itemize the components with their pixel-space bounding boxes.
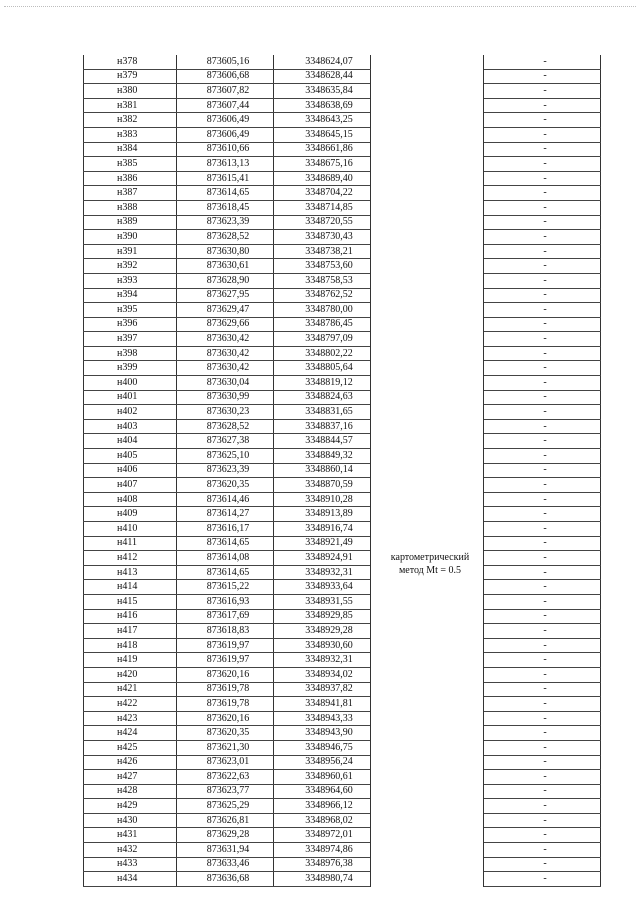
x-coordinate-cell: 873623,39 — [177, 215, 274, 230]
table-row — [84, 317, 601, 332]
x-coordinate-cell: 873629,28 — [177, 828, 274, 843]
x-coordinate-cell: 873625,10 — [177, 449, 274, 464]
table-row — [84, 303, 601, 318]
y-coordinate-cell: 3348849,32 — [274, 449, 371, 464]
table-row — [84, 361, 601, 376]
y-coordinate-cell: 3348753,60 — [274, 259, 371, 274]
note-cell: - — [484, 434, 601, 449]
method-line-1: картометрический — [390, 552, 470, 564]
note-cell: - — [484, 784, 601, 799]
table-row — [84, 638, 601, 653]
y-coordinate-cell: 3348916,74 — [274, 522, 371, 537]
point-name-cell: н433 — [84, 857, 177, 872]
point-name-cell: н427 — [84, 770, 177, 785]
table-row — [84, 390, 601, 405]
point-name-cell: н397 — [84, 332, 177, 347]
y-coordinate-cell: 3348934,02 — [274, 667, 371, 682]
y-coordinate-cell: 3348638,69 — [274, 98, 371, 113]
note-cell: - — [484, 492, 601, 507]
table-row — [84, 667, 601, 682]
point-name-cell: н411 — [84, 536, 177, 551]
y-coordinate-cell: 3348933,64 — [274, 580, 371, 595]
x-coordinate-cell: 873613,13 — [177, 157, 274, 172]
point-name-cell: н378 — [84, 55, 177, 69]
table-row — [84, 813, 601, 828]
y-coordinate-cell: 3348932,31 — [274, 653, 371, 668]
y-coordinate-cell: 3348974,86 — [274, 843, 371, 858]
table-row — [84, 726, 601, 741]
x-coordinate-cell: 873619,97 — [177, 653, 274, 668]
y-coordinate-cell: 3348780,00 — [274, 303, 371, 318]
note-cell: - — [484, 843, 601, 858]
x-coordinate-cell: 873606,49 — [177, 127, 274, 142]
note-cell: - — [484, 376, 601, 391]
point-name-cell: н432 — [84, 843, 177, 858]
table-row — [84, 711, 601, 726]
x-coordinate-cell: 873630,42 — [177, 361, 274, 376]
note-cell: - — [484, 463, 601, 478]
x-coordinate-cell: 873614,27 — [177, 507, 274, 522]
x-coordinate-cell: 873618,83 — [177, 624, 274, 639]
y-coordinate-cell: 3348831,65 — [274, 405, 371, 420]
note-cell: - — [484, 638, 601, 653]
table-row — [84, 740, 601, 755]
point-name-cell: н399 — [84, 361, 177, 376]
x-coordinate-cell: 873623,01 — [177, 755, 274, 770]
y-coordinate-cell: 3348964,60 — [274, 784, 371, 799]
y-coordinate-cell: 3348689,40 — [274, 171, 371, 186]
y-coordinate-cell: 3348960,61 — [274, 770, 371, 785]
x-coordinate-cell: 873606,68 — [177, 69, 274, 84]
y-coordinate-cell: 3348805,64 — [274, 361, 371, 376]
x-coordinate-cell: 873628,52 — [177, 230, 274, 245]
y-coordinate-cell: 3348943,33 — [274, 711, 371, 726]
y-coordinate-cell: 3348929,28 — [274, 624, 371, 639]
point-name-cell: н414 — [84, 580, 177, 595]
y-coordinate-cell: 3348675,16 — [274, 157, 371, 172]
y-coordinate-cell: 3348932,31 — [274, 565, 371, 580]
y-coordinate-cell: 3348819,12 — [274, 376, 371, 391]
x-coordinate-cell: 873619,78 — [177, 697, 274, 712]
point-name-cell: н410 — [84, 522, 177, 537]
y-coordinate-cell: 3348931,55 — [274, 594, 371, 609]
table-row — [84, 186, 601, 201]
table-row — [84, 98, 601, 113]
point-name-cell: н385 — [84, 157, 177, 172]
table-row — [84, 551, 601, 566]
point-name-cell: н383 — [84, 127, 177, 142]
note-cell: - — [484, 317, 601, 332]
y-coordinate-cell: 3348704,22 — [274, 186, 371, 201]
y-coordinate-cell: 3348870,59 — [274, 478, 371, 493]
point-name-cell: н396 — [84, 317, 177, 332]
y-coordinate-cell: 3348941,81 — [274, 697, 371, 712]
x-coordinate-cell: 873614,46 — [177, 492, 274, 507]
table-row — [84, 522, 601, 537]
note-cell: - — [484, 740, 601, 755]
point-name-cell: н428 — [84, 784, 177, 799]
point-name-cell: н423 — [84, 711, 177, 726]
point-name-cell: н407 — [84, 478, 177, 493]
table-row — [84, 755, 601, 770]
note-cell: - — [484, 361, 601, 376]
point-name-cell: н424 — [84, 726, 177, 741]
x-coordinate-cell: 873626,81 — [177, 813, 274, 828]
point-name-cell: н381 — [84, 98, 177, 113]
table-row — [84, 273, 601, 288]
note-cell: - — [484, 872, 601, 887]
point-name-cell: н409 — [84, 507, 177, 522]
table-row — [84, 259, 601, 274]
table-row — [84, 288, 601, 303]
y-coordinate-cell: 3348758,53 — [274, 273, 371, 288]
x-coordinate-cell: 873623,77 — [177, 784, 274, 799]
point-name-cell: н421 — [84, 682, 177, 697]
point-name-cell: н413 — [84, 565, 177, 580]
coordinates-table-body — [84, 55, 601, 886]
note-cell: - — [484, 799, 601, 814]
y-coordinate-cell: 3348929,85 — [274, 609, 371, 624]
note-cell: - — [484, 609, 601, 624]
x-coordinate-cell: 873628,90 — [177, 273, 274, 288]
table-row — [84, 478, 601, 493]
note-cell: - — [484, 580, 601, 595]
point-name-cell: н398 — [84, 346, 177, 361]
table-row — [84, 215, 601, 230]
point-name-cell: н393 — [84, 273, 177, 288]
table-row — [84, 332, 601, 347]
table-row — [84, 872, 601, 887]
note-cell: - — [484, 157, 601, 172]
x-coordinate-cell: 873631,94 — [177, 843, 274, 858]
point-name-cell: н419 — [84, 653, 177, 668]
table-row — [84, 244, 601, 259]
table-row — [84, 463, 601, 478]
point-name-cell: н394 — [84, 288, 177, 303]
note-cell: - — [484, 813, 601, 828]
point-name-cell: н380 — [84, 84, 177, 99]
note-cell: - — [484, 171, 601, 186]
x-coordinate-cell: 873620,16 — [177, 711, 274, 726]
point-name-cell: н400 — [84, 376, 177, 391]
table-row — [84, 346, 601, 361]
note-cell: - — [484, 536, 601, 551]
y-coordinate-cell: 3348937,82 — [274, 682, 371, 697]
point-name-cell: н386 — [84, 171, 177, 186]
table-row — [84, 609, 601, 624]
x-coordinate-cell: 873610,66 — [177, 142, 274, 157]
point-name-cell: н392 — [84, 259, 177, 274]
table-row — [84, 157, 601, 172]
table-row — [84, 171, 601, 186]
table-row — [84, 507, 601, 522]
x-coordinate-cell: 873615,22 — [177, 580, 274, 595]
table-row — [84, 419, 601, 434]
note-cell: - — [484, 711, 601, 726]
y-coordinate-cell: 3348956,24 — [274, 755, 371, 770]
table-row — [84, 536, 601, 551]
point-name-cell: н426 — [84, 755, 177, 770]
x-coordinate-cell: 873619,97 — [177, 638, 274, 653]
y-coordinate-cell: 3348844,57 — [274, 434, 371, 449]
x-coordinate-cell: 873606,49 — [177, 113, 274, 128]
y-coordinate-cell: 3348624,07 — [274, 55, 371, 69]
note-cell: - — [484, 55, 601, 69]
table-row — [84, 55, 601, 69]
note-cell: - — [484, 98, 601, 113]
x-coordinate-cell: 873627,38 — [177, 434, 274, 449]
y-coordinate-cell: 3348802,22 — [274, 346, 371, 361]
note-cell: - — [484, 346, 601, 361]
point-name-cell: н416 — [84, 609, 177, 624]
note-cell: - — [484, 667, 601, 682]
point-name-cell: н418 — [84, 638, 177, 653]
point-name-cell: н390 — [84, 230, 177, 245]
note-cell: - — [484, 332, 601, 347]
y-coordinate-cell: 3348661,86 — [274, 142, 371, 157]
y-coordinate-cell: 3348860,14 — [274, 463, 371, 478]
table-row — [84, 843, 601, 858]
note-cell: - — [484, 653, 601, 668]
point-name-cell: н420 — [84, 667, 177, 682]
table-row — [84, 784, 601, 799]
point-name-cell: н417 — [84, 624, 177, 639]
x-coordinate-cell: 873630,99 — [177, 390, 274, 405]
y-coordinate-cell: 3348924,91 — [274, 551, 371, 566]
table-row — [84, 84, 601, 99]
x-coordinate-cell: 873618,45 — [177, 200, 274, 215]
x-coordinate-cell: 873620,35 — [177, 726, 274, 741]
y-coordinate-cell: 3348913,89 — [274, 507, 371, 522]
note-cell: - — [484, 857, 601, 872]
table-row — [84, 449, 601, 464]
point-name-cell: н402 — [84, 405, 177, 420]
table-row — [84, 200, 601, 215]
x-coordinate-cell: 873617,69 — [177, 609, 274, 624]
point-name-cell: н388 — [84, 200, 177, 215]
point-name-cell: н387 — [84, 186, 177, 201]
note-cell: - — [484, 682, 601, 697]
note-cell: - — [484, 230, 601, 245]
note-cell: - — [484, 755, 601, 770]
x-coordinate-cell: 873623,39 — [177, 463, 274, 478]
table-row — [84, 857, 601, 872]
x-coordinate-cell: 873630,61 — [177, 259, 274, 274]
table-row — [84, 770, 601, 785]
y-coordinate-cell: 3348910,28 — [274, 492, 371, 507]
table-row — [84, 376, 601, 391]
x-coordinate-cell: 873629,66 — [177, 317, 274, 332]
x-coordinate-cell: 873621,30 — [177, 740, 274, 755]
x-coordinate-cell: 873630,42 — [177, 332, 274, 347]
y-coordinate-cell: 3348628,44 — [274, 69, 371, 84]
note-cell: - — [484, 200, 601, 215]
table-row — [84, 565, 601, 580]
y-coordinate-cell: 3348720,55 — [274, 215, 371, 230]
note-cell: - — [484, 259, 601, 274]
x-coordinate-cell: 873615,41 — [177, 171, 274, 186]
note-cell: - — [484, 770, 601, 785]
note-cell: - — [484, 551, 601, 566]
method-cell — [371, 55, 484, 886]
note-cell: - — [484, 390, 601, 405]
note-cell: - — [484, 449, 601, 464]
table-row — [84, 653, 601, 668]
table-row — [84, 682, 601, 697]
table-row — [84, 580, 601, 595]
note-cell: - — [484, 215, 601, 230]
note-cell: - — [484, 507, 601, 522]
note-cell: - — [484, 565, 601, 580]
method-line-2: метод Mt = 0.5 — [398, 565, 462, 577]
y-coordinate-cell: 3348738,21 — [274, 244, 371, 259]
point-name-cell: н403 — [84, 419, 177, 434]
y-coordinate-cell: 3348730,43 — [274, 230, 371, 245]
note-cell: - — [484, 405, 601, 420]
x-coordinate-cell: 873619,78 — [177, 682, 274, 697]
point-name-cell: н401 — [84, 390, 177, 405]
y-coordinate-cell: 3348645,15 — [274, 127, 371, 142]
x-coordinate-cell: 873614,08 — [177, 551, 274, 566]
table-row — [84, 624, 601, 639]
y-coordinate-cell: 3348972,01 — [274, 828, 371, 843]
point-name-cell: н431 — [84, 828, 177, 843]
y-coordinate-cell: 3348643,25 — [274, 113, 371, 128]
x-coordinate-cell: 873614,65 — [177, 186, 274, 201]
x-coordinate-cell: 873633,46 — [177, 857, 274, 872]
point-name-cell: н430 — [84, 813, 177, 828]
x-coordinate-cell: 873636,68 — [177, 872, 274, 887]
note-cell: - — [484, 273, 601, 288]
point-name-cell: н406 — [84, 463, 177, 478]
point-name-cell: н408 — [84, 492, 177, 507]
point-name-cell: н379 — [84, 69, 177, 84]
note-cell: - — [484, 478, 601, 493]
table-row — [84, 697, 601, 712]
note-cell: - — [484, 84, 601, 99]
point-name-cell: н391 — [84, 244, 177, 259]
note-cell: - — [484, 594, 601, 609]
x-coordinate-cell: 873614,65 — [177, 536, 274, 551]
y-coordinate-cell: 3348921,49 — [274, 536, 371, 551]
x-coordinate-cell: 873607,44 — [177, 98, 274, 113]
note-cell: - — [484, 726, 601, 741]
point-name-cell: н404 — [84, 434, 177, 449]
point-name-cell: н395 — [84, 303, 177, 318]
note-cell: - — [484, 186, 601, 201]
point-name-cell: н382 — [84, 113, 177, 128]
note-cell: - — [484, 697, 601, 712]
table-row — [84, 594, 601, 609]
point-name-cell: н389 — [84, 215, 177, 230]
x-coordinate-cell: 873628,52 — [177, 419, 274, 434]
note-cell: - — [484, 303, 601, 318]
table-row — [84, 142, 601, 157]
note-cell: - — [484, 522, 601, 537]
y-coordinate-cell: 3348714,85 — [274, 200, 371, 215]
note-cell: - — [484, 113, 601, 128]
note-cell: - — [484, 828, 601, 843]
x-coordinate-cell: 873605,16 — [177, 55, 274, 69]
y-coordinate-cell: 3348976,38 — [274, 857, 371, 872]
point-name-cell: н405 — [84, 449, 177, 464]
y-coordinate-cell: 3348946,75 — [274, 740, 371, 755]
point-name-cell: н434 — [84, 872, 177, 887]
y-coordinate-cell: 3348980,74 — [274, 872, 371, 887]
y-coordinate-cell: 3348930,60 — [274, 638, 371, 653]
note-cell: - — [484, 142, 601, 157]
x-coordinate-cell: 873630,42 — [177, 346, 274, 361]
point-name-cell: н412 — [84, 551, 177, 566]
x-coordinate-cell: 873620,35 — [177, 478, 274, 493]
y-coordinate-cell: 3348968,02 — [274, 813, 371, 828]
note-cell: - — [484, 288, 601, 303]
point-name-cell: н425 — [84, 740, 177, 755]
note-cell: - — [484, 127, 601, 142]
x-coordinate-cell: 873630,23 — [177, 405, 274, 420]
y-coordinate-cell: 3348635,84 — [274, 84, 371, 99]
x-coordinate-cell: 873620,16 — [177, 667, 274, 682]
x-coordinate-cell: 873616,17 — [177, 522, 274, 537]
table-row — [84, 828, 601, 843]
x-coordinate-cell: 873616,93 — [177, 594, 274, 609]
y-coordinate-cell: 3348824,63 — [274, 390, 371, 405]
table-row — [84, 113, 601, 128]
table-row — [84, 69, 601, 84]
note-cell: - — [484, 624, 601, 639]
x-coordinate-cell: 873614,65 — [177, 565, 274, 580]
table-row — [84, 127, 601, 142]
table-row — [84, 799, 601, 814]
y-coordinate-cell: 3348762,52 — [274, 288, 371, 303]
coordinates-table — [83, 55, 601, 887]
y-coordinate-cell: 3348966,12 — [274, 799, 371, 814]
x-coordinate-cell: 873630,80 — [177, 244, 274, 259]
x-coordinate-cell: 873629,47 — [177, 303, 274, 318]
point-name-cell: н422 — [84, 697, 177, 712]
y-coordinate-cell: 3348943,90 — [274, 726, 371, 741]
y-coordinate-cell: 3348837,16 — [274, 419, 371, 434]
x-coordinate-cell: 873622,63 — [177, 770, 274, 785]
x-coordinate-cell: 873627,95 — [177, 288, 274, 303]
note-cell: - — [484, 69, 601, 84]
point-name-cell: н384 — [84, 142, 177, 157]
x-coordinate-cell: 873607,82 — [177, 84, 274, 99]
scan-artifact-line — [4, 6, 636, 9]
point-name-cell: н415 — [84, 594, 177, 609]
table-row — [84, 492, 601, 507]
table-row — [84, 230, 601, 245]
table-row — [84, 405, 601, 420]
point-name-cell: н429 — [84, 799, 177, 814]
y-coordinate-cell: 3348797,09 — [274, 332, 371, 347]
y-coordinate-cell: 3348786,45 — [274, 317, 371, 332]
x-coordinate-cell: 873625,29 — [177, 799, 274, 814]
note-cell: - — [484, 244, 601, 259]
x-coordinate-cell: 873630,04 — [177, 376, 274, 391]
table-row — [84, 434, 601, 449]
note-cell: - — [484, 419, 601, 434]
